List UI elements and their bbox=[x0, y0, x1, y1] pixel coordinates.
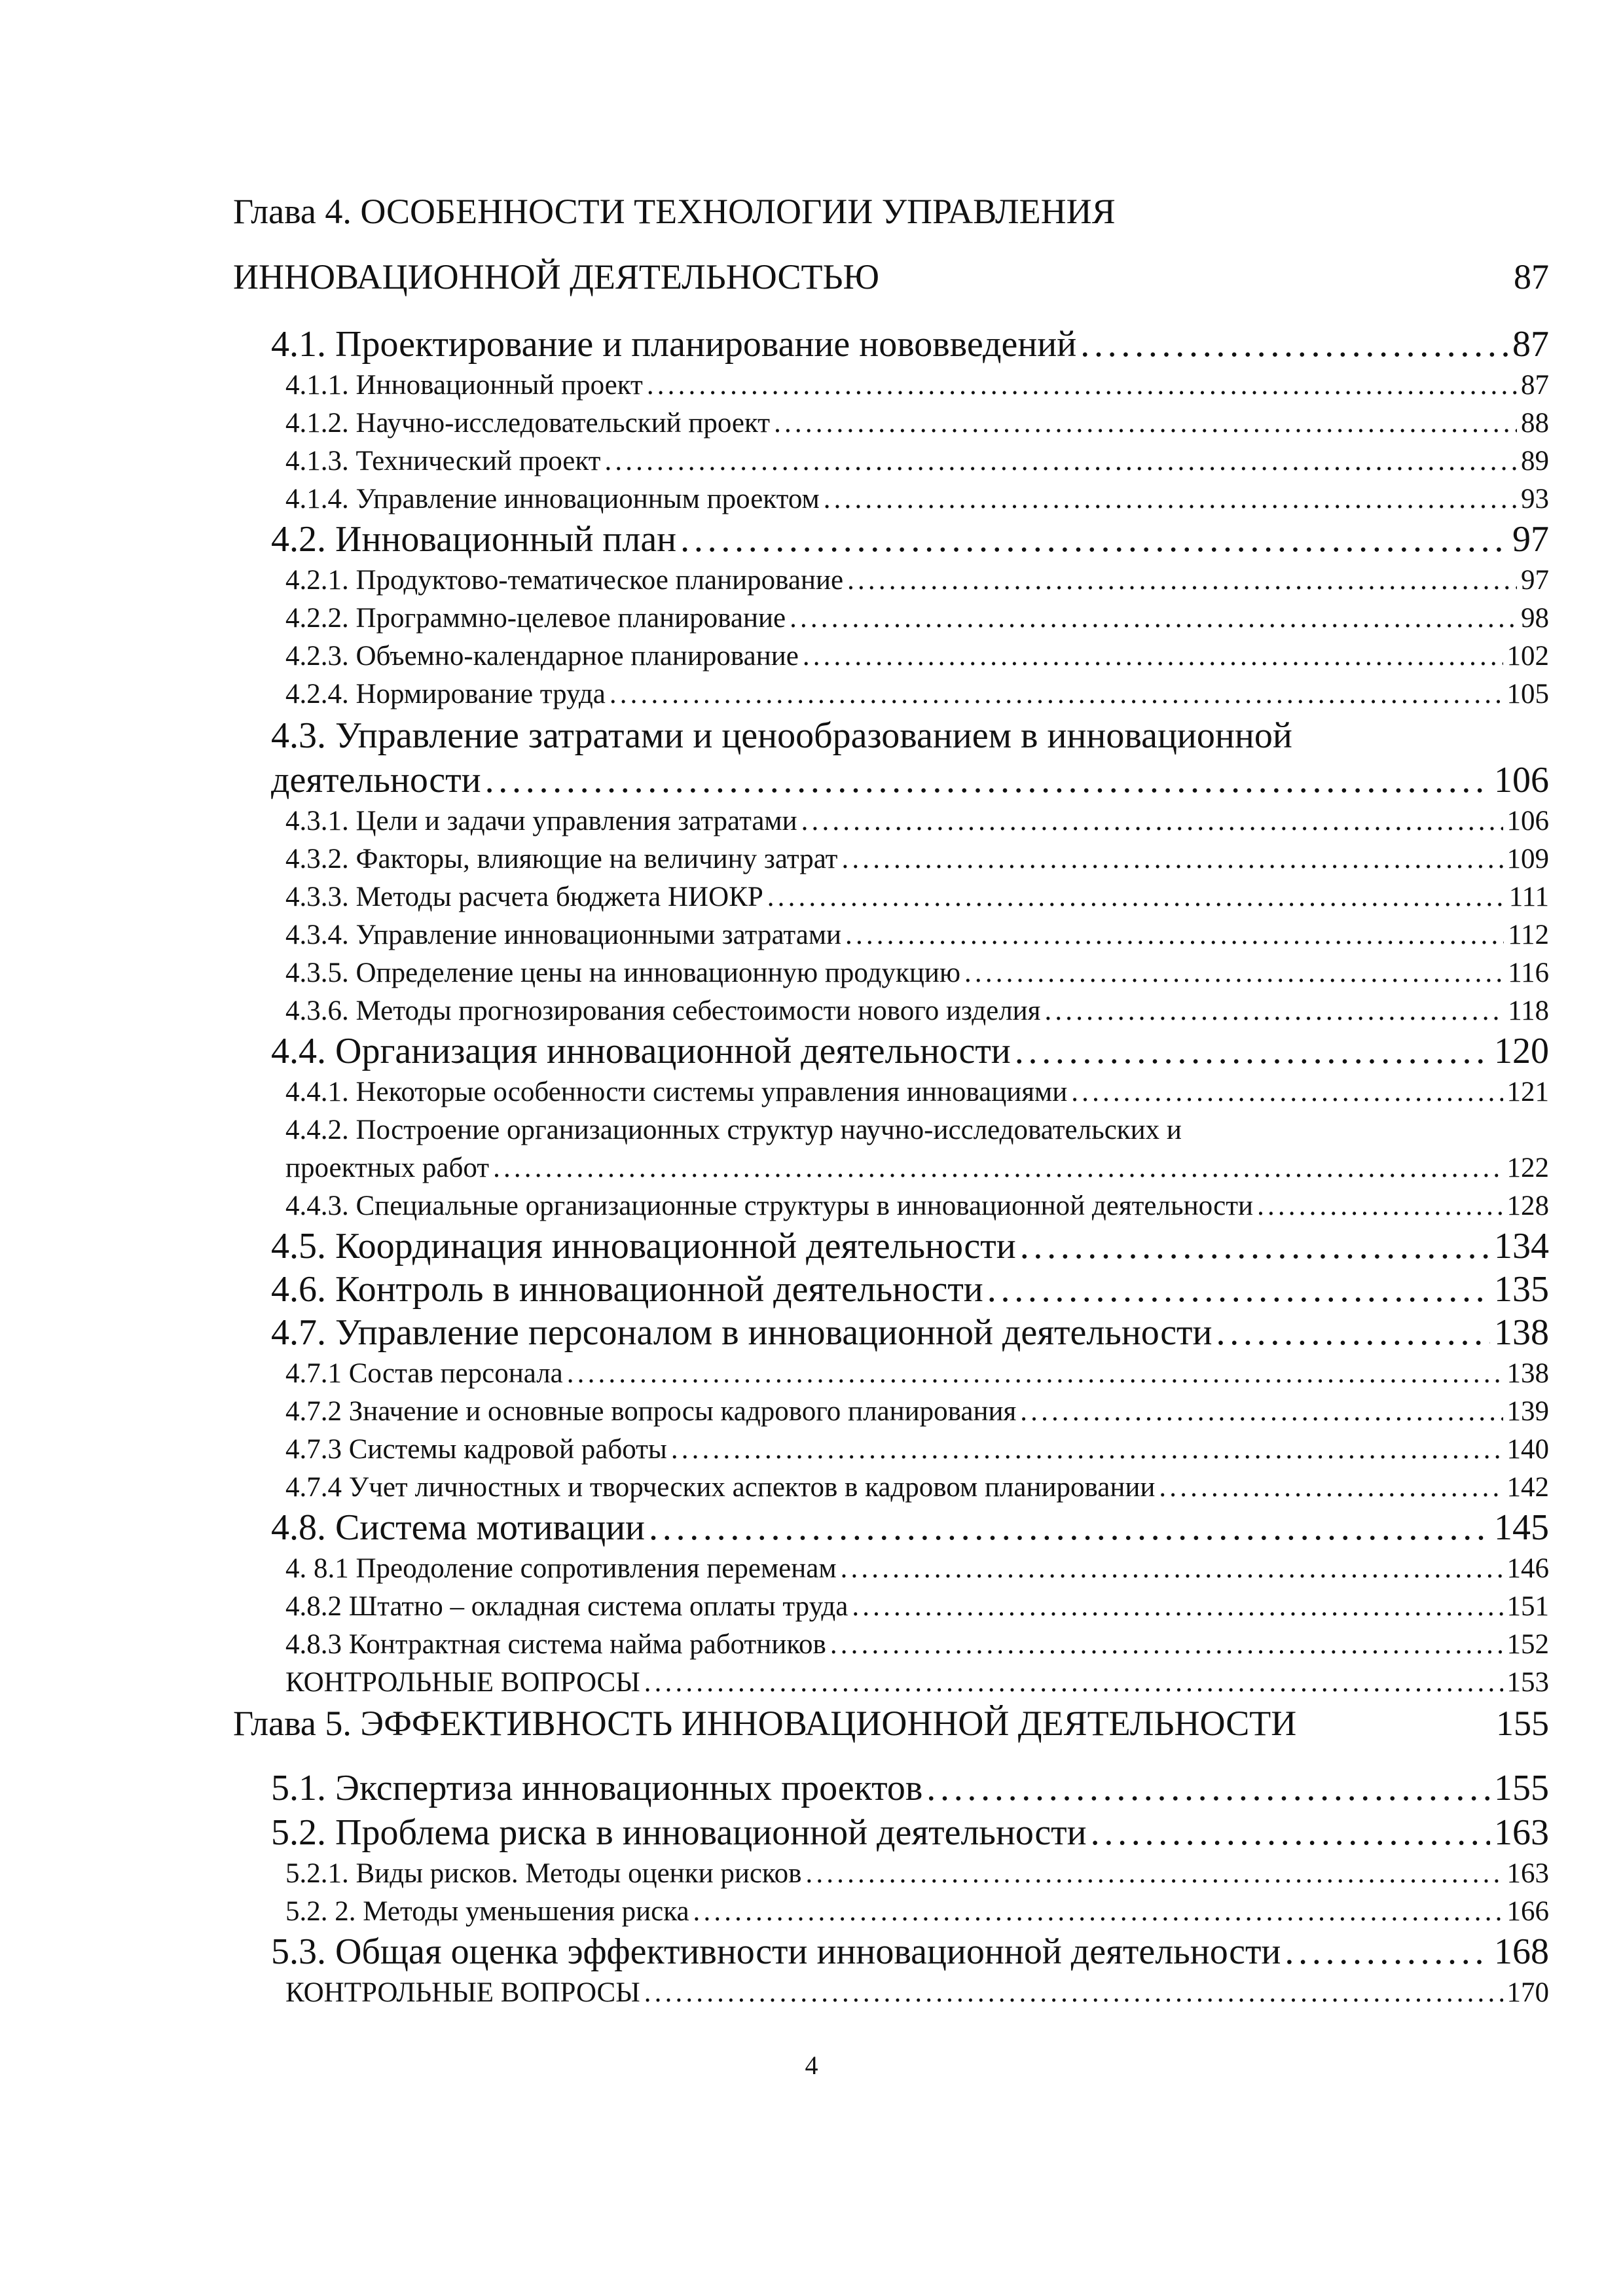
toc-page-number: 97 bbox=[1521, 565, 1549, 596]
dot-leader bbox=[987, 1268, 1490, 1310]
dot-leader bbox=[647, 369, 1517, 401]
toc-subsection-4-4-2-line-2 bbox=[285, 1152, 1549, 1184]
toc-control-questions-5 bbox=[285, 1977, 1549, 2009]
dot-leader bbox=[1091, 1812, 1490, 1854]
toc-subsection-4-4-3 bbox=[285, 1190, 1549, 1222]
toc-subsection-4-3-2 bbox=[285, 843, 1549, 875]
toc-entry-text: 4.7.2 Значение и основные вопросы кадрового планирования bbox=[285, 1396, 1017, 1427]
dot-leader bbox=[693, 1895, 1503, 1928]
toc-section-4-3-line-2 bbox=[271, 759, 1549, 801]
dot-leader bbox=[1285, 1931, 1490, 1973]
dot-leader bbox=[767, 881, 1505, 913]
toc-entry-text: 4.1.1. Инновационный проект bbox=[285, 370, 643, 401]
toc-entry-text: Глава 5. ЭФФЕКТИВНОСТЬ ИННОВАЦИОННОЙ ДЕЯТЕЛЬНОСТИ bbox=[233, 1704, 1297, 1743]
dot-leader bbox=[1020, 1225, 1490, 1267]
toc-page-number: 87 bbox=[1521, 370, 1549, 401]
toc-subsection-4-4-1 bbox=[285, 1076, 1549, 1108]
toc-entry-text: 5.2. Проблема риска в инновационной деятельности bbox=[271, 1812, 1087, 1853]
toc-entry-text: 5.1. Экспертиза инновационных проектов bbox=[271, 1768, 923, 1808]
dot-leader bbox=[841, 1552, 1503, 1585]
dot-leader bbox=[1020, 1395, 1503, 1427]
toc-page-number: 121 bbox=[1506, 1077, 1549, 1107]
toc-subsection-4-1-2 bbox=[285, 407, 1549, 439]
toc-page-number: 116 bbox=[1508, 958, 1549, 988]
toc-section-5-1 bbox=[271, 1767, 1549, 1809]
toc-page-number: 87 bbox=[1512, 324, 1549, 365]
dot-leader bbox=[845, 919, 1504, 951]
toc-page-number: 168 bbox=[1494, 1931, 1549, 1972]
dot-leader bbox=[567, 1357, 1503, 1390]
dot-leader bbox=[649, 1507, 1490, 1549]
toc-entry-text: 4.4.3. Специальные организационные структуры в инновационной деятельности bbox=[285, 1191, 1254, 1221]
toc-page-number: 135 bbox=[1494, 1269, 1549, 1310]
dot-leader bbox=[801, 805, 1503, 837]
toc-page-number: 120 bbox=[1494, 1031, 1549, 1071]
toc-page-number: 170 bbox=[1506, 1977, 1549, 2008]
toc-entry-text: 4.8. Система мотивации bbox=[271, 1507, 646, 1548]
toc-entry-text: 4.3.6. Методы прогнозирования себестоимости нового изделия bbox=[285, 996, 1041, 1026]
toc-page-number: 146 bbox=[1506, 1553, 1549, 1584]
toc-subsection-4-2-3 bbox=[285, 640, 1549, 672]
toc-entry-text: 4.4.1. Некоторые особенности системы управления инновациями bbox=[285, 1077, 1068, 1107]
toc-page-number: 88 bbox=[1521, 408, 1549, 439]
toc-entry-text: 4.1.4. Управление инновационным проектом bbox=[285, 484, 820, 514]
toc-entry-text: 4.4. Организация инновационной деятельности bbox=[271, 1031, 1011, 1071]
toc-entry-text: 4. 8.1 Преодоление сопротивления переменам bbox=[285, 1553, 837, 1584]
toc-subsection-4-7-1 bbox=[285, 1357, 1549, 1390]
dot-leader bbox=[1080, 323, 1508, 365]
toc-subsection-4-8-3 bbox=[285, 1628, 1549, 1660]
toc-subsection-4-3-5 bbox=[285, 957, 1549, 989]
toc-entry-text: деятельности bbox=[271, 760, 481, 800]
dot-leader bbox=[1159, 1471, 1503, 1503]
toc-entry-text: проектных работ bbox=[285, 1153, 490, 1183]
toc-page-number: 151 bbox=[1506, 1591, 1549, 1622]
toc-page-number: 122 bbox=[1506, 1153, 1549, 1183]
toc-subsection-4-8-1 bbox=[285, 1552, 1549, 1585]
dot-leader bbox=[803, 640, 1503, 672]
toc-page-number: 97 bbox=[1512, 519, 1549, 560]
toc-section-4-7 bbox=[271, 1312, 1549, 1354]
toc-page-number: 102 bbox=[1506, 641, 1549, 672]
toc-entry-text: 5.3. Общая оценка эффективности инновационной деятельности bbox=[271, 1931, 1281, 1972]
toc-section-4-2 bbox=[271, 518, 1549, 560]
toc-section-5-2 bbox=[271, 1812, 1549, 1854]
dot-leader bbox=[852, 1590, 1503, 1623]
toc-page-number: 138 bbox=[1506, 1358, 1549, 1389]
dot-leader bbox=[847, 564, 1517, 596]
toc-page-number: 139 bbox=[1506, 1396, 1549, 1427]
toc-subsection-4-4-2-line-1: 4.4.2. Построение организационных структур научно-исследовательских и bbox=[285, 1115, 1182, 1145]
toc-subsection-4-2-2 bbox=[285, 602, 1549, 634]
toc-subsection-4-7-3 bbox=[285, 1433, 1549, 1465]
toc-page-number: 142 bbox=[1506, 1472, 1549, 1503]
dot-leader bbox=[680, 518, 1508, 560]
dot-leader bbox=[1044, 995, 1504, 1027]
toc-page-number: 138 bbox=[1494, 1312, 1549, 1353]
dot-leader bbox=[830, 1628, 1503, 1660]
toc-entry-text: 4.2.4. Нормирование труда bbox=[285, 679, 606, 709]
toc-entry-text: 4.1.2. Научно-исследовательский проект bbox=[285, 408, 771, 439]
toc-entry-text: 4.2.3. Объемно-календарное планирование bbox=[285, 641, 799, 672]
dot-leader bbox=[774, 407, 1517, 439]
chapter-4-title-line-2 bbox=[233, 257, 1549, 297]
toc-entry-text: 4.8.3 Контрактная система найма работников bbox=[285, 1629, 826, 1660]
toc-control-questions-4 bbox=[285, 1666, 1549, 1698]
toc-entry-text: 4.1. Проектирование и планирование нововведений bbox=[271, 324, 1077, 365]
toc-entry-text: 5.2.1. Виды рисков. Методы оценки рисков bbox=[285, 1858, 802, 1889]
chapter-5-title bbox=[233, 1703, 1549, 1744]
toc-page-number: 87 bbox=[1514, 257, 1549, 296]
toc-page-number: 155 bbox=[1494, 1768, 1549, 1808]
toc-entry-text: КОНТРОЛЬНЫЕ ВОПРОСЫ bbox=[285, 1667, 640, 1698]
toc-page-number: 112 bbox=[1508, 920, 1549, 950]
toc-page-number: 105 bbox=[1506, 679, 1549, 709]
toc-page-number: 128 bbox=[1506, 1191, 1549, 1221]
toc-subsection-4-3-1 bbox=[285, 805, 1549, 837]
toc-subsection-4-2-4 bbox=[285, 678, 1549, 710]
toc-page-number: 163 bbox=[1506, 1858, 1549, 1889]
toc-entry-text: 4.1.3. Технический проект bbox=[285, 446, 601, 476]
toc-page-number: 134 bbox=[1494, 1226, 1549, 1266]
toc-subsection-5-2-2 bbox=[285, 1895, 1549, 1928]
dot-leader bbox=[926, 1767, 1490, 1809]
toc-page-number: 163 bbox=[1494, 1812, 1549, 1853]
dot-leader bbox=[610, 678, 1503, 710]
toc-subsection-5-2-1 bbox=[285, 1857, 1549, 1890]
toc-subsection-4-7-4 bbox=[285, 1471, 1549, 1503]
toc-subsection-4-1-3 bbox=[285, 445, 1549, 477]
dot-leader bbox=[644, 1666, 1503, 1698]
toc-page-number: 111 bbox=[1508, 882, 1549, 912]
dot-leader bbox=[1015, 1030, 1490, 1072]
toc-section-4-1 bbox=[271, 323, 1549, 365]
toc-page-number: 98 bbox=[1521, 603, 1549, 634]
toc-subsection-4-1-4 bbox=[285, 483, 1549, 515]
toc-subsection-4-2-1 bbox=[285, 564, 1549, 596]
toc-entry-text: 4.2. Инновационный план bbox=[271, 519, 677, 560]
toc-section-4-5 bbox=[271, 1225, 1549, 1267]
dot-leader bbox=[824, 483, 1517, 515]
toc-page-number: 109 bbox=[1506, 844, 1549, 874]
dot-leader bbox=[841, 843, 1503, 875]
toc-page-number: 93 bbox=[1521, 484, 1549, 514]
toc-page-number: 106 bbox=[1506, 806, 1549, 836]
toc-section-4-8 bbox=[271, 1507, 1549, 1549]
toc-section-4-4 bbox=[271, 1030, 1549, 1072]
dot-leader bbox=[964, 957, 1504, 989]
toc-page-number: 145 bbox=[1494, 1507, 1549, 1548]
toc-page-number: 118 bbox=[1508, 996, 1549, 1026]
dot-leader bbox=[1216, 1312, 1491, 1354]
toc-section-5-3 bbox=[271, 1931, 1549, 1973]
toc-entry-text: 4.5. Координация инновационной деятельности bbox=[271, 1226, 1016, 1266]
dot-leader bbox=[1071, 1076, 1503, 1108]
toc-entry-text: 4.6. Контроль в инновационной деятельности bbox=[271, 1269, 983, 1310]
toc-page-number: 140 bbox=[1506, 1434, 1549, 1465]
toc-section-4-3-line-1: 4.3. Управление затратами и ценообразованием в инновационной bbox=[271, 715, 1292, 756]
toc-entry-text: 4.7.3 Системы кадровой работы bbox=[285, 1434, 667, 1465]
toc-page-number: 153 bbox=[1506, 1667, 1549, 1698]
toc-entry-text: ИННОВАЦИОННОЙ ДЕЯТЕЛЬНОСТЬЮ bbox=[233, 257, 879, 296]
toc-subsection-4-3-4 bbox=[285, 919, 1549, 951]
dot-leader bbox=[671, 1433, 1503, 1465]
toc-page-number: 89 bbox=[1521, 446, 1549, 476]
toc-entry-text: 4.8.2 Штатно – окладная система оплаты труда bbox=[285, 1591, 848, 1622]
dot-leader bbox=[805, 1857, 1503, 1890]
dot-leader bbox=[493, 1152, 1503, 1184]
toc-entry-text: 4.3.3. Методы расчета бюджета НИОКР bbox=[285, 882, 763, 912]
toc-entry-text: 4.3.2. Факторы, влияющие на величину затрат bbox=[285, 844, 838, 874]
toc-subsection-4-7-2 bbox=[285, 1395, 1549, 1427]
dot-leader bbox=[790, 602, 1517, 634]
toc-entry-text: 4.3.1. Цели и задачи управления затратами bbox=[285, 806, 797, 836]
dot-leader bbox=[485, 759, 1490, 801]
toc-entry-text: 5.2. 2. Методы уменьшения риска bbox=[285, 1896, 689, 1927]
toc-entry-text: 4.3.4. Управление инновационными затратами bbox=[285, 920, 842, 950]
toc-subsection-4-3-3 bbox=[285, 881, 1549, 913]
page-number-footer: 4 bbox=[805, 2051, 818, 2080]
toc-page-number: 155 bbox=[1496, 1704, 1549, 1743]
toc-entry-text: 4.3.5. Определение цены на инновационную продукцию bbox=[285, 958, 961, 988]
toc-subsection-4-3-6 bbox=[285, 995, 1549, 1027]
toc-entry-text: 4.2.2. Программно-целевое планирование bbox=[285, 603, 786, 634]
toc-entry-text: КОНТРОЛЬНЫЕ ВОПРОСЫ bbox=[285, 1977, 640, 2008]
toc-subsection-4-8-2 bbox=[285, 1590, 1549, 1623]
dot-leader bbox=[604, 445, 1517, 477]
dot-leader bbox=[644, 1977, 1503, 2009]
toc-section-4-6 bbox=[271, 1268, 1549, 1310]
toc-entry-text: 4.7.4 Учет личностных и творческих аспектов в кадровом планировании bbox=[285, 1472, 1156, 1503]
toc-entry-text: 4.2.1. Продуктово-тематическое планирование bbox=[285, 565, 844, 596]
toc-entry-text: 4.7.1 Состав персонала bbox=[285, 1358, 563, 1389]
toc-entry-text: 4.7. Управление персоналом в инновационной деятельности bbox=[271, 1312, 1213, 1353]
toc-page-number: 106 bbox=[1494, 760, 1549, 800]
chapter-4-title-line-1: Глава 4. ОСОБЕННОСТИ ТЕХНОЛОГИИ УПРАВЛЕНИЯ bbox=[233, 192, 1116, 231]
toc-subsection-4-1-1 bbox=[285, 369, 1549, 401]
toc-page-number: 152 bbox=[1506, 1629, 1549, 1660]
dot-leader bbox=[1257, 1190, 1503, 1222]
toc-page-number: 166 bbox=[1506, 1896, 1549, 1927]
